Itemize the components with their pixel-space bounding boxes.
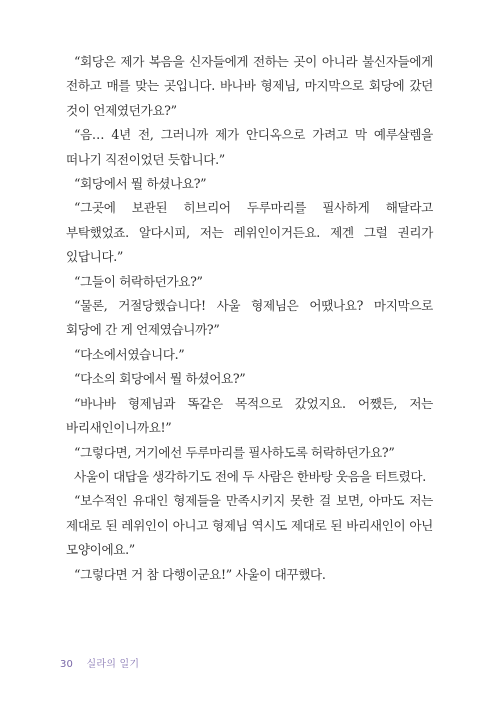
paragraph: “그렇다면, 거기에선 두루마리를 필사하도록 허락하던가요?” (74, 444, 395, 460)
paragraph: “회당은 제가 복음을 신자들에게 전하는 곳이 아니라 불신자들에게 전하고 매를 맞는 곳입니다. 바나바 형제님, 마지막으로 회당에 갔던 것이 언제였던가요?” (66, 54, 433, 118)
paragraph: “회당에서 뭘 하셨나요?” (74, 176, 207, 192)
paragraph: “보수적인 유대인 형제들을 만족시키지 못한 걸 보면, 아마도 저는 제대로 된 레위인이 아니고 형제님 역시도 제대로 된 바리새인이 아닌 모양이에요.” (66, 493, 433, 558)
paragraph: “물론, 거절당했습니다! 사울 형제님은 어땠나요? 마지막으로 회당에 간 게 언제였습니까?” (66, 298, 433, 338)
paragraph: “그렇다면 거 참 다행이군요!” 사울이 대꾸했다. (74, 566, 326, 582)
page-number: 30 (60, 659, 74, 670)
running-title: 실라의 일기 (86, 659, 140, 670)
paragraph: “음… 4년 전, 그러니까 제가 안디옥으로 가려고 막 예루살렘을 떠나기 직전이었던 듯합니다.” (66, 127, 433, 167)
body-text (66, 50, 433, 587)
paragraph: “그곳에 보관된 히브리어 두루마리를 필사하게 해달라고 부탁했었죠. 알다시피, 저는 레위인이거든요. 제겐 그럴 권리가 있답니다.” (66, 200, 433, 265)
paragraph: “다소에서였습니다.” (74, 346, 185, 362)
paragraph: “그들이 허락하던가요?” (74, 273, 203, 289)
paragraph: “바나바 형제님과 똑같은 목적으로 갔었지요. 어쨌든, 저는 바리새인이니까요!” (66, 395, 433, 436)
paragraph: “다소의 회당에서 뭘 하셨어요?” (74, 371, 246, 387)
page-footer (60, 655, 139, 670)
paragraph: 사울이 대답을 생각하기도 전에 두 사람은 한바탕 웃음을 터트렸다. (74, 468, 426, 484)
